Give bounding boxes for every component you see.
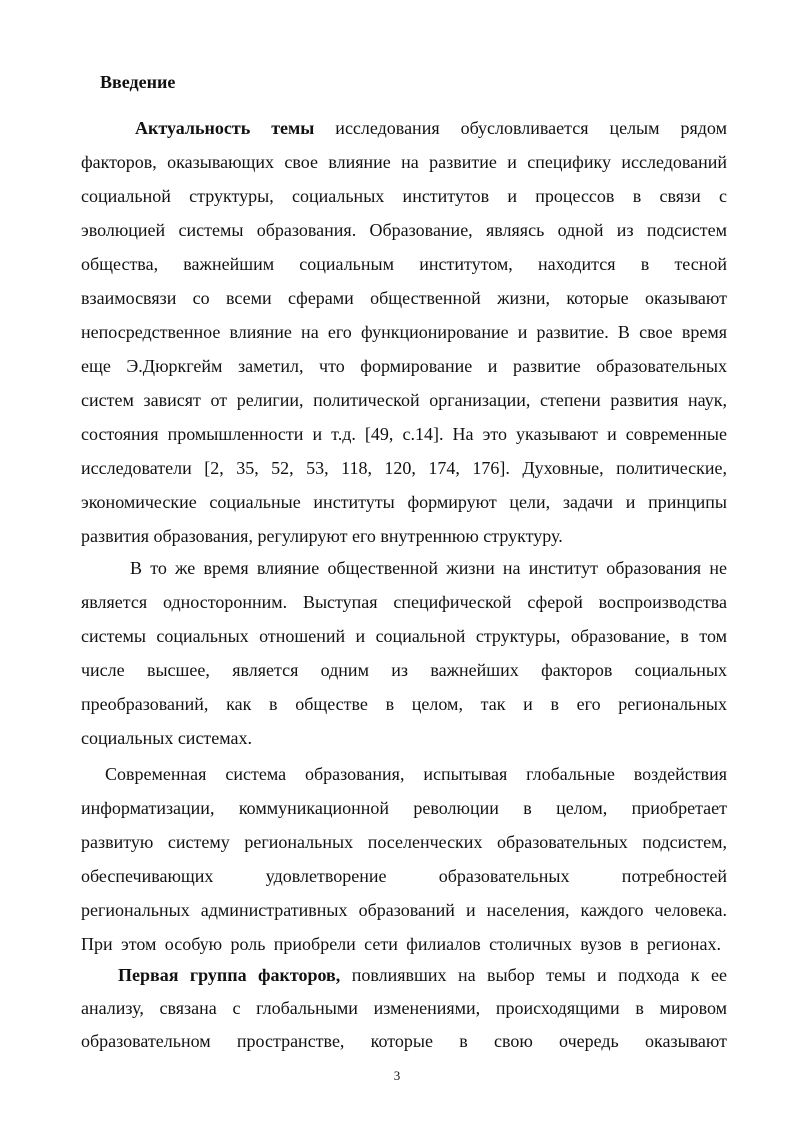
text-span: факторов, оказывающих свое влияние на развитие и специфику исследований bbox=[81, 152, 727, 172]
text-span: системы социальных отношений и социальной структуры, образование, в том bbox=[81, 626, 727, 646]
text-line bbox=[81, 354, 727, 378]
text-span: числе высшее, является одним из важнейших факторов социальных bbox=[81, 660, 727, 680]
text-span: анализу, связана с глобальными изменениями, происходящими в мировом bbox=[81, 998, 727, 1018]
text-line bbox=[81, 422, 727, 446]
text-line bbox=[81, 996, 727, 1020]
text-line bbox=[81, 864, 727, 888]
bold-phrase: Актуальность темы bbox=[135, 118, 315, 138]
text-line bbox=[81, 726, 262, 750]
text-span: обеспечивающих удовлетворение образовательных потребностей bbox=[81, 866, 727, 886]
text-line bbox=[81, 590, 727, 614]
text-line bbox=[118, 963, 727, 987]
text-line bbox=[81, 830, 727, 854]
text-span: социальной структуры, социальных институтов и процессов в связи с bbox=[81, 186, 727, 206]
text-span: развитую систему региональных поселенческих образовательных подсистем, bbox=[81, 832, 727, 852]
text-span: повлиявших на выбор темы и подхода к ее bbox=[340, 965, 727, 985]
text-span: В то же время влияние общественной жизни на институт образования не bbox=[130, 558, 727, 578]
text-line bbox=[81, 218, 727, 242]
text-line bbox=[81, 524, 600, 548]
text-span: социальных системах. bbox=[81, 728, 253, 748]
text-span: преобразований, как в обществе в целом, так и в его региональных bbox=[81, 694, 727, 714]
text-line bbox=[81, 490, 727, 514]
text-span: общества, важнейшим социальным институтом, находится в тесной bbox=[81, 254, 727, 274]
text-span: является односторонним. Выступая специфической сферой воспроизводства bbox=[81, 592, 727, 612]
text-span: информатизации, коммуникационной революции в целом, приобретает bbox=[81, 798, 727, 818]
bold-phrase: Первая группа факторов, bbox=[118, 965, 341, 985]
text-span: развития образования, регулируют его внутреннюю структуру. bbox=[81, 526, 563, 546]
text-line bbox=[81, 286, 727, 310]
text-line bbox=[81, 320, 727, 344]
text-span: При этом особую роль приобрели сети филиалов столичных вузов в регионах. bbox=[81, 934, 721, 954]
text-span: непосредственное влияние на его функционирование и развитие. В свое время bbox=[81, 322, 727, 342]
text-line bbox=[81, 388, 727, 412]
text-line bbox=[81, 456, 727, 480]
section-heading: Введение bbox=[100, 72, 176, 92]
text-line bbox=[81, 252, 727, 276]
text-line bbox=[81, 898, 727, 922]
text-line bbox=[81, 796, 727, 820]
text-line bbox=[105, 762, 727, 786]
text-span: региональных административных образований и населения, каждого человека. bbox=[81, 900, 727, 920]
text-line bbox=[81, 184, 727, 208]
text-span: систем зависят от религии, политической организации, степени развития наук, bbox=[81, 390, 727, 410]
text-span: взаимосвязи со всеми сферами общественной жизни, которые оказывают bbox=[81, 288, 727, 308]
text-span: исследователи [2, 35, 52, 53, 118, 120, 174, 176]. Духовные, политические, bbox=[81, 458, 727, 478]
page-number: 3 bbox=[393, 1068, 401, 1083]
text-span: экономические социальные институты формируют цели, задачи и принципы bbox=[81, 492, 727, 512]
text-span: Современная система образования, испытывая глобальные воздействия bbox=[105, 764, 727, 784]
text-line bbox=[81, 692, 727, 716]
text-line bbox=[81, 624, 727, 648]
text-span: состояния промышленности и т.д. [49, с.14]. На это указывают и современные bbox=[81, 424, 727, 444]
text-span: еще Э.Дюркгейм заметил, что формирование и развитие образовательных bbox=[81, 356, 727, 376]
text-span: эволюцией системы образования. Образование, являясь одной из подсистем bbox=[81, 220, 727, 240]
text-span: образовательном пространстве, которые в свою очередь оказывают bbox=[81, 1031, 727, 1051]
text-span: исследования обусловливается целым рядом bbox=[314, 118, 727, 138]
text-line bbox=[81, 658, 727, 682]
text-line bbox=[81, 150, 727, 174]
text-line bbox=[130, 556, 727, 580]
text-line bbox=[81, 1029, 727, 1053]
text-line bbox=[81, 932, 721, 956]
text-line bbox=[135, 116, 727, 140]
